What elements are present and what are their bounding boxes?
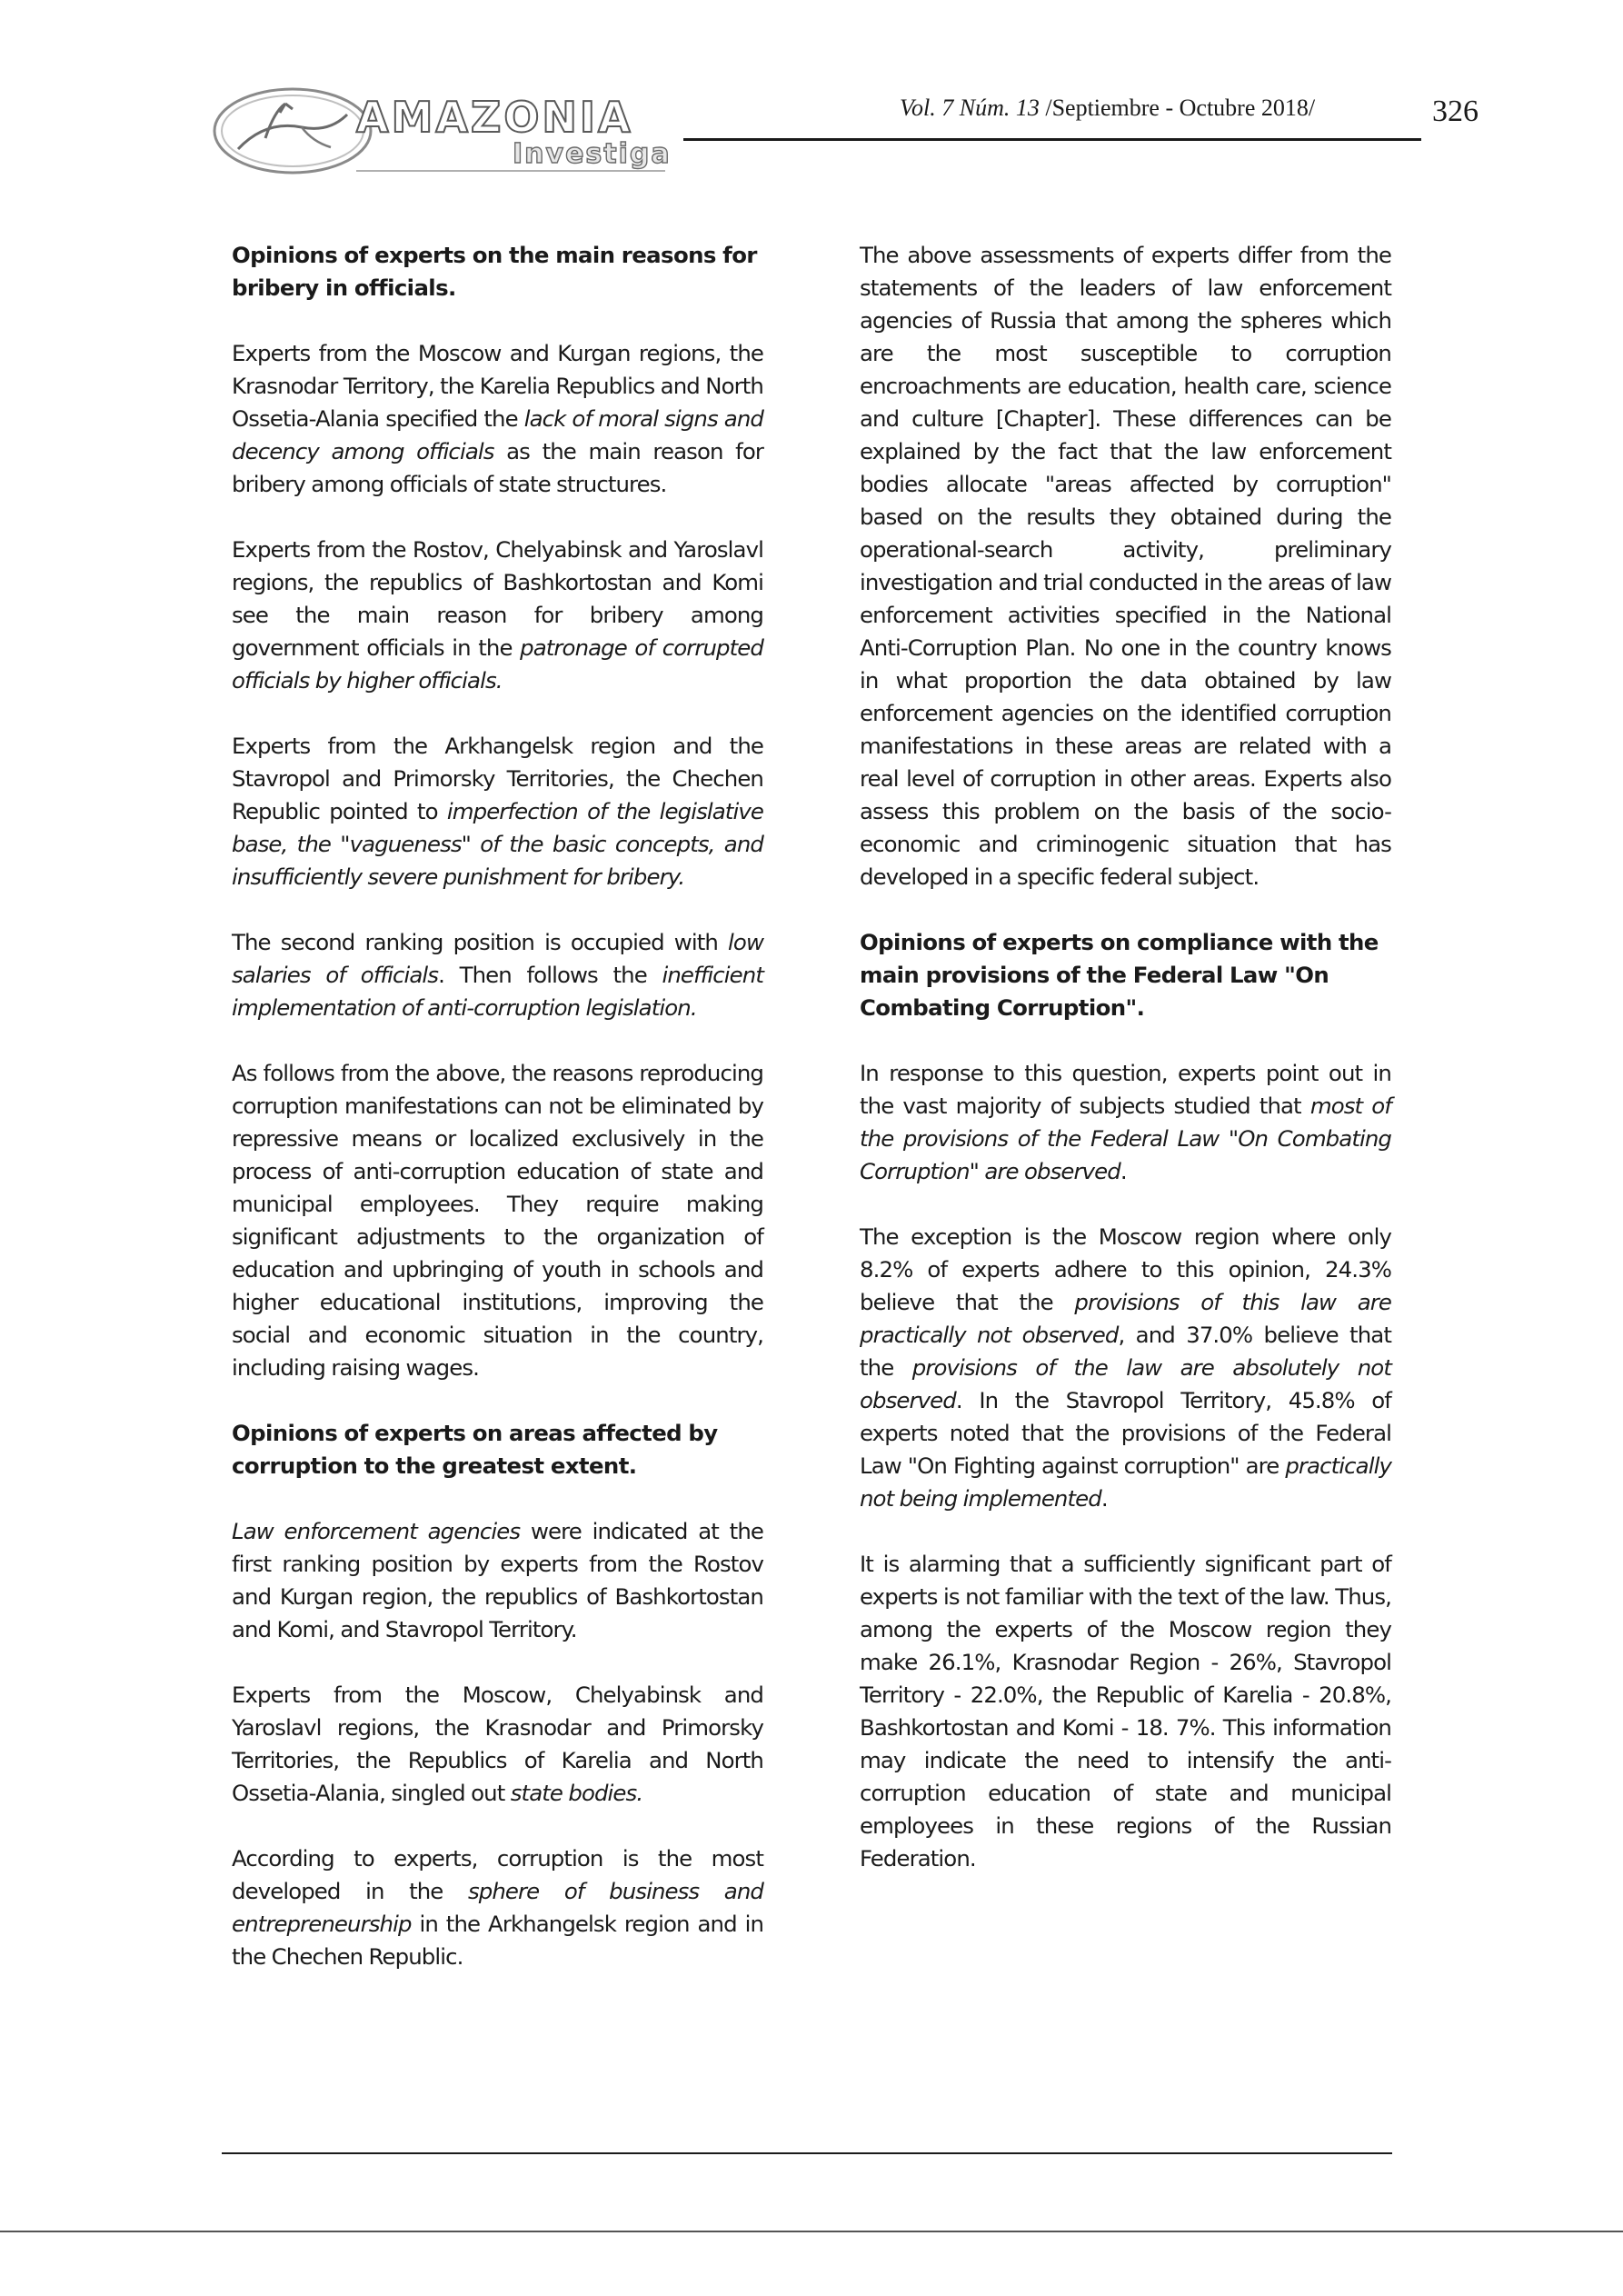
italic-text: imperfection of the legislative base, the "vagueness" of the basic concepts, and insufficiently severe punishment for bribery. [232, 798, 763, 890]
text-run: As follows from the above, the reasons reproducing corruption manifestations can not be eliminated by repressive means or localized exclusively in the process of anti-corruption education of state and municipal employees. They require making significant adjustments to the organization of education and upbringing of youth in schools and higher educational institutions, improving the social and economic situation in the country, including raising wages. [232, 1060, 763, 1381]
italic-text: provisions of this law are practically not observed [860, 1289, 1391, 1348]
issue-date: /Septiembre - Octubre 2018/ [1045, 95, 1316, 121]
text-run: , and 37.0% believe that the [860, 1322, 1391, 1381]
text-run: In response to this question, experts point out in the vast majority of subjects studied that [860, 1060, 1391, 1119]
text-run: . [1120, 1158, 1127, 1184]
page-number: 326 [1432, 95, 1479, 128]
body-paragraph [232, 1515, 763, 1646]
body-paragraph [232, 534, 763, 697]
italic-text: state bodies. [510, 1780, 643, 1806]
text-run: Experts from the Arkhangelsk region and the Stavropol and Primorsky Territories, the Chechen Republic pointed to [232, 733, 763, 824]
left-column [232, 239, 763, 2006]
body-paragraph [232, 1679, 763, 1810]
italic-text: low salaries of officials [232, 929, 763, 988]
text-run: According to experts, corruption is the most developed in the [232, 1845, 763, 1904]
text-run: were indicated at the first ranking position by experts from the Rostov and Kurgan region, the republics of Bashkortostan and Komi, and Stavropol Territory. [232, 1518, 764, 1642]
body-paragraph [232, 337, 763, 501]
text-run: . [1100, 1485, 1108, 1512]
text-run: as the main reason for bribery among officials of state structures. [232, 438, 763, 497]
text-run: Experts from the Moscow, Chelyabinsk and Yaroslavl regions, the Krasnodar and Primorsky Territories, the Republics of Karelia and North Ossetia-Alania, singled out [232, 1682, 763, 1806]
body-paragraph [232, 926, 763, 1024]
body-paragraph [232, 1842, 763, 1973]
section-heading: Opinions of experts on compliance with the main provisions of the Federal Law "On Combating Corruption". [860, 929, 1379, 1021]
text-run: The exception is the Moscow region where only 8.2% of experts adhere to this opinion, 24.3% believe that the [860, 1223, 1391, 1315]
text-run: The above assessments of experts differ from the statements of the leaders of law enforcement agencies of Russia that among the spheres which are the most susceptible to corruption encroachments are education, health care, science and culture [Chapter]. These differences can be explained by the fact that the law enforcement bodies allocate "areas affected by corruption" based on the results they obtained during the operational-search activity, preliminary investigation and trial conducted in the areas of law enforcement activities specified in the National Anti-Corruption Plan. No one in the country knows in what proportion the data obtained by law enforcement agencies on the identified corruption manifestations in these areas are related with a real level of corruption in other areas. Experts also assess this problem on the basis of the socio-economic and criminogenic situation that has developed in a specific federal subject. [860, 242, 1391, 890]
footer-rule [222, 2152, 1392, 2154]
body-paragraph [232, 730, 763, 893]
body-paragraph [860, 1057, 1391, 1188]
body-paragraph [232, 1057, 763, 1384]
italic-text: provisions of the law are absolutely not observed [860, 1354, 1391, 1413]
logo-subtitle: Investiga [513, 138, 672, 170]
italic-text: most of the provisions of the Federal Law "On Combating Corruption" are observed [860, 1093, 1391, 1184]
issue-info [900, 95, 1315, 122]
page-edge-rule [0, 2231, 1623, 2232]
text-run: Experts from the Rostov, Chelyabinsk and Yaroslavl regions, the republics of Bashkortostan and Komi see the main reason for bribery among government officials in the [232, 536, 763, 661]
text-run: It is alarming that a sufficiently significant part of experts is not familiar with the text of the law. Thus, among the experts of the Moscow region they make 26.1%, Krasnodar Region - 26%, Stavropol Territory - 22.0%, the Republic of Karelia - 20.8%, Bashkortostan and Komi - 18. 7%. This information may indicate the need to intensify the anti-corruption education of state and municipal employees in these regions of the Russian Federation. [860, 1551, 1391, 1872]
text-run: The second ranking position is occupied with [232, 929, 729, 955]
text-run: . In the Stavropol Territory, 45.8% of experts noted that the provisions of the Federal Law "On Fighting against corruption" are [860, 1387, 1391, 1479]
section-heading: Opinions of experts on areas affected by corruption to the greatest extent. [232, 1420, 718, 1479]
logo-title: AMAZONIA [356, 93, 633, 142]
text-run: Experts from the Moscow and Kurgan regions, the Krasnodar Territory, the Karelia Republics and North Ossetia-Alania specified the [232, 340, 763, 432]
right-column [860, 239, 1391, 1908]
body-paragraph [860, 239, 1391, 893]
italic-text: Law enforcement agencies [232, 1518, 521, 1544]
text-run: . Then follows the [438, 962, 662, 988]
volume-number: Vol. 7 Núm. 13 [900, 95, 1040, 121]
italic-text: inefficient implementation of anti-corruption legislation. [232, 962, 763, 1021]
body-paragraph [860, 1548, 1391, 1875]
section-heading: Opinions of experts on the main reasons for bribery in officials. [232, 242, 757, 301]
body-paragraph [860, 1221, 1391, 1515]
text-run: in the Arkhangelsk region and in the Chechen Republic. [232, 1911, 763, 1970]
italic-text: sphere of business and entrepreneurship [232, 1878, 763, 1937]
header-rule [683, 138, 1421, 141]
journal-logo [211, 84, 683, 184]
italic-text: practically not being implemented [860, 1452, 1391, 1512]
italic-text: patronage of corrupted officials by higher officials. [232, 634, 763, 694]
italic-text: lack of moral signs and decency among officials [232, 405, 763, 464]
